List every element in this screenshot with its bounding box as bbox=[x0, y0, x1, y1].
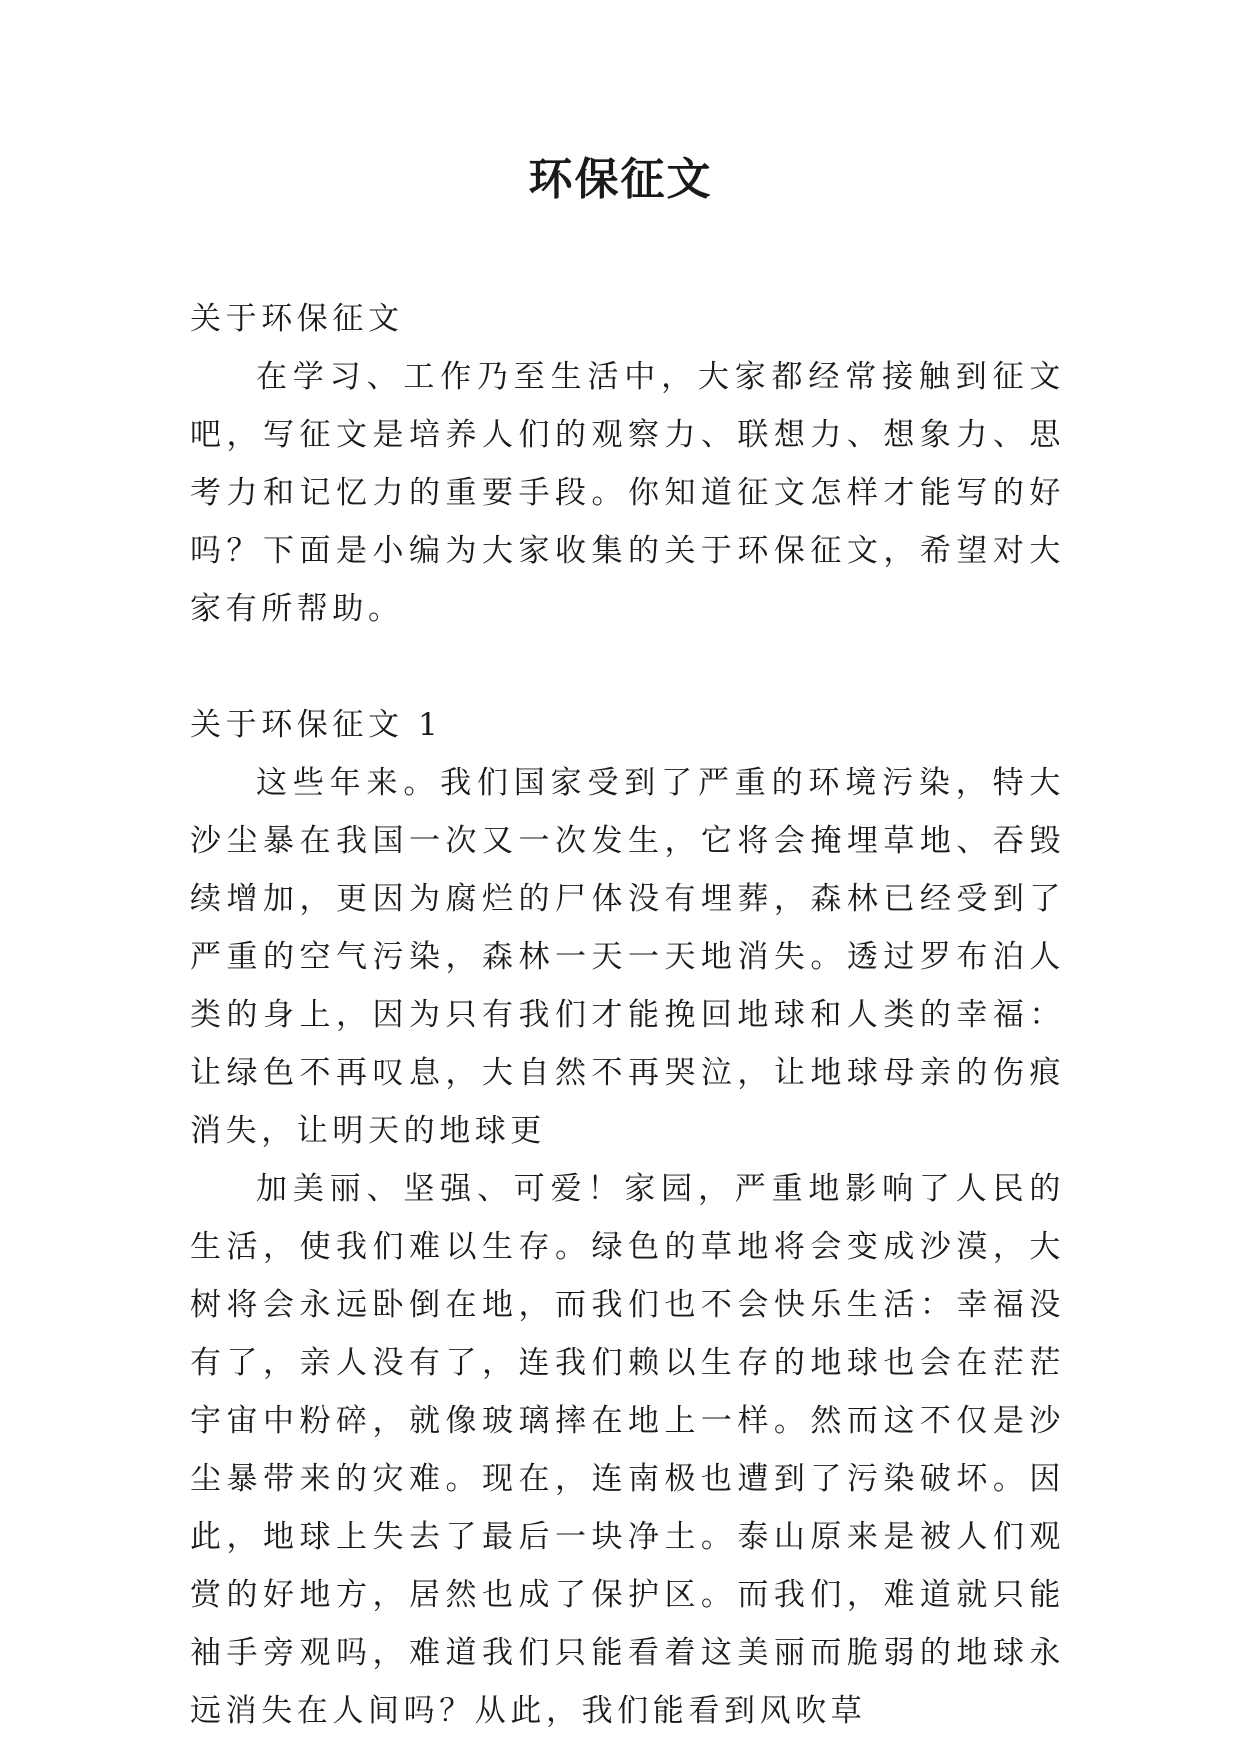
document-body bbox=[190, 290, 1065, 1740]
document-title: 环保征文 bbox=[528, 154, 713, 205]
section-paragraph-1: 这些年来。我们国家受到了严重的环境污染，特大沙尘暴在我国一次又一次发生，它将会掩埋草地、吞毁续增加，更因为腐烂的尸体没有埋葬，森林已经受到了严重的空气污染，森林一天一天地消失。透过罗布泊人类的身上，因为只有我们才能挽回地球和人类的幸福：让绿色不再叹息，大自然不再哭泣，让地球母亲的伤痕消失，让明天的地球更 bbox=[190, 765, 1065, 1149]
section-heading: 关于环保征文 1 bbox=[190, 707, 443, 743]
section-spacer bbox=[190, 638, 1065, 696]
section-paragraph-2: 加美丽、坚强、可爱！家园，严重地影响了人民的生活，使我们难以生存。绿色的草地将会变成沙漠，大树将会永远卧倒在地，而我们也不会快乐生活：幸福没有了，亲人没有了，连我们赖以生存的地球也会在茫茫宇宙中粉碎，就像玻璃摔在地上一样。然而这不仅是沙尘暴带来的灾难。现在，连南极也遭到了污染破坏。因此，地球上失去了最后一块净土。泰山原来是被人们观赏的好地方，居然也成了保护区。而我们，难道就只能袖手旁观吗，难道我们只能看着这美丽而脆弱的地球永远消失在人间吗？从此，我们能看到风吹草 bbox=[190, 1171, 1065, 1729]
intro-heading: 关于环保征文 bbox=[190, 301, 404, 337]
intro-paragraph: 在学习、工作乃至生活中，大家都经常接触到征文吧，写征文是培养人们的观察力、联想力、想象力、思考力和记忆力的重要手段。你知道征文怎样才能写的好吗？下面是小编为大家收集的关于环保征文，希望对大家有所帮助。 bbox=[190, 359, 1065, 627]
